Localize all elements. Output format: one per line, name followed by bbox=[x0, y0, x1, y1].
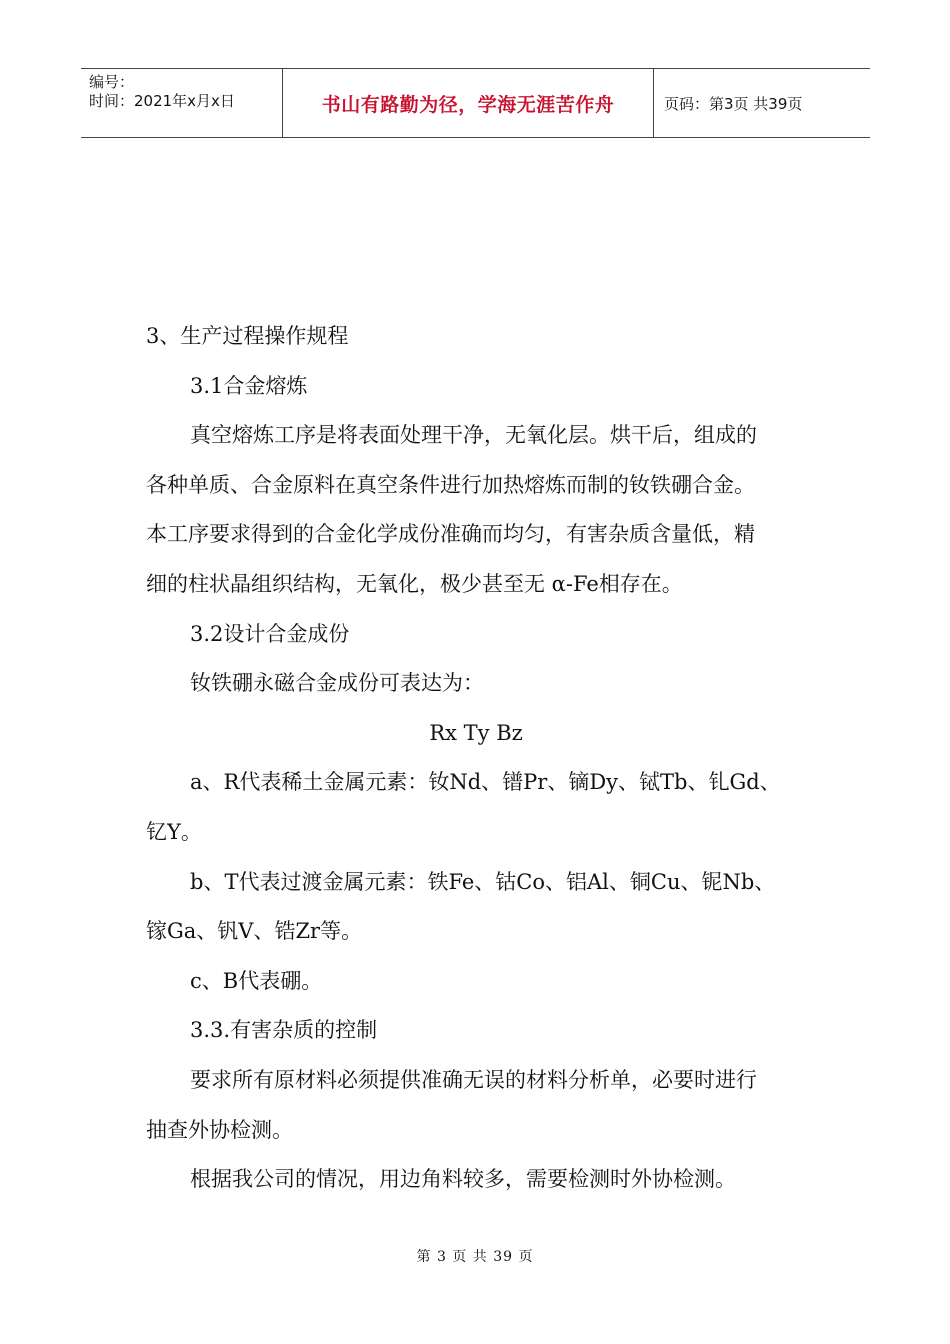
list-item-c: c、B代表硼。 bbox=[190, 968, 323, 993]
number-label: 编号： bbox=[89, 73, 135, 91]
subsection-3-3: 3.3.有害杂质的控制 bbox=[190, 1018, 378, 1043]
time-label: 时间：2021年x月x日 bbox=[89, 92, 235, 110]
motto-text: 书山有路勤为径，学海无涯苦作舟 bbox=[321, 93, 615, 116]
paragraph-line: 细的柱状晶组织结构，无氧化，极少甚至无 α-Fe相存在。 bbox=[146, 571, 683, 596]
header-motto-cell bbox=[282, 69, 654, 137]
paragraph-line: 抽查外协检测。 bbox=[146, 1117, 293, 1142]
formula: Rx Ty Bz bbox=[429, 720, 523, 745]
list-item-a-cont: 钇Y。 bbox=[146, 819, 202, 844]
paragraph-line: 各种单质、合金原料在真空条件进行加热熔炼而制的钕铁硼合金。 bbox=[146, 472, 755, 497]
list-item-b: b、T代表过渡金属元素：铁Fe、钴Co、铝Al、铜Cu、铌Nb、 bbox=[190, 869, 776, 894]
header-page-cell bbox=[654, 69, 870, 137]
page-label: 页码：第3页 共39页 bbox=[664, 94, 803, 113]
list-item-b-cont: 镓Ga、钒V、锆Zr等。 bbox=[146, 919, 363, 944]
paragraph-line: 要求所有原材料必须提供准确无误的材料分析单，必要时进行 bbox=[190, 1067, 757, 1092]
paragraph-line: 根据我公司的情况，用边角料较多，需要检测时外协检测。 bbox=[190, 1167, 736, 1192]
list-item-a: a、R代表稀土金属元素：钕Nd、镨Pr、镝Dy、铽Tb、钆Gd、 bbox=[190, 770, 781, 795]
document-body bbox=[146, 312, 806, 1205]
page-header bbox=[81, 68, 870, 138]
page-footer: 第 3 页 共 39 页 bbox=[416, 1249, 534, 1265]
section-title: 3、生产过程操作规程 bbox=[146, 324, 349, 348]
subsection-3-1: 3.1合金熔炼 bbox=[190, 373, 308, 398]
paragraph-line: 本工序要求得到的合金化学成份准确而均匀，有害杂质含量低，精 bbox=[146, 522, 755, 547]
paragraph-line: 钕铁硼永磁合金成份可表达为： bbox=[190, 671, 484, 696]
header-meta bbox=[81, 69, 282, 137]
paragraph-line: 真空熔炼工序是将表面处理干净，无氧化层。烘干后，组成的 bbox=[190, 423, 757, 448]
subsection-3-2: 3.2设计合金成份 bbox=[190, 621, 350, 646]
